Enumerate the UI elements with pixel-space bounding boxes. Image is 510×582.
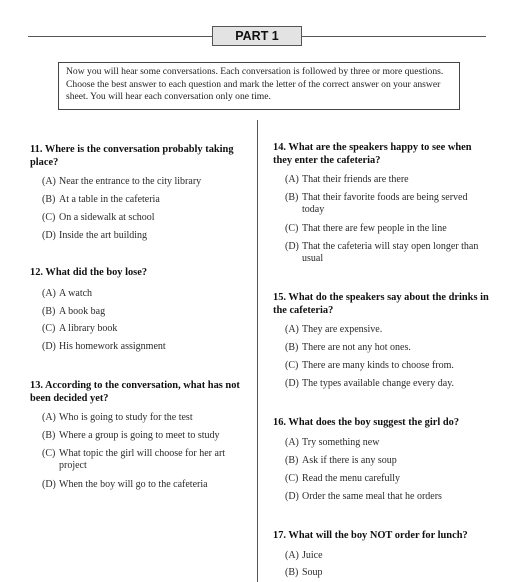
option-text: Inside the art building: [59, 230, 148, 241]
option-text: That their friends are there: [302, 174, 409, 185]
question-text: Where is the conversation probably taking place?: [30, 144, 234, 168]
option-letter: (D): [42, 230, 56, 241]
option-17b[interactable]: [285, 567, 489, 579]
option-text: There are many kinds to choose from.: [302, 360, 454, 371]
option-16a[interactable]: [285, 437, 489, 449]
option-letter: (D): [285, 491, 299, 502]
question-14: [273, 141, 489, 167]
option-text: That there are few people in the line: [302, 223, 447, 234]
option-13c[interactable]: [42, 448, 248, 473]
header-rule-left: [28, 36, 212, 37]
column-divider: [257, 120, 258, 582]
option-text: At a table in the cafeteria: [59, 194, 160, 205]
option-text: Try something new: [302, 437, 380, 448]
option-15d[interactable]: [285, 378, 489, 390]
option-text: That the cafeteria will stay open longer than usual: [302, 241, 479, 265]
instructions-box: Now you will hear some conversations. Each conversation is followed by three or more questions. Choose the best answer to each question and mark the letter of the correct answer on your answer sheet. You will hear each conversation only one time.: [58, 62, 460, 110]
option-14b[interactable]: [285, 192, 489, 217]
option-16d[interactable]: [285, 491, 489, 503]
option-text: A library book: [59, 323, 118, 334]
option-13a[interactable]: [42, 412, 248, 424]
question-text: According to the conversation, what has not been decided yet?: [30, 380, 240, 404]
question-number: 16.: [273, 417, 286, 428]
option-14d[interactable]: [285, 241, 489, 266]
option-letter: (D): [285, 378, 299, 389]
option-letter: (A): [285, 324, 299, 335]
option-letter: (A): [42, 412, 56, 423]
option-text: Read the menu carefully: [302, 473, 401, 484]
option-13b[interactable]: [42, 430, 248, 442]
option-text: A book bag: [59, 306, 106, 317]
question-12: [30, 266, 248, 279]
option-letter: (B): [42, 194, 56, 205]
option-12a[interactable]: [42, 288, 248, 300]
option-15c[interactable]: [285, 360, 489, 372]
option-text: Where a group is going to meet to study: [59, 430, 220, 441]
option-text: Soup: [302, 567, 323, 578]
option-14a[interactable]: [285, 174, 489, 186]
option-text: On a sidewalk at school: [59, 212, 155, 223]
option-text: Who is going to study for the test: [59, 412, 193, 423]
question-text: What are the speakers happy to see when they enter the cafeteria?: [273, 142, 472, 166]
question-text: What did the boy lose?: [45, 267, 148, 278]
option-letter: (C): [285, 360, 299, 371]
question-number: 11.: [30, 144, 43, 155]
option-text: His homework assignment: [59, 341, 166, 352]
option-15b[interactable]: [285, 342, 489, 354]
option-letter: (D): [42, 341, 56, 352]
option-12c[interactable]: [42, 323, 248, 335]
option-letter: (B): [285, 192, 299, 203]
option-text: What topic the girl will choose for her art project: [59, 448, 226, 472]
question-15: [273, 291, 489, 317]
option-11b[interactable]: [42, 194, 248, 206]
header-rule-right: [302, 36, 486, 37]
option-13d[interactable]: [42, 479, 248, 491]
option-text: There are not any hot ones.: [302, 342, 411, 353]
option-letter: (B): [42, 430, 56, 441]
option-text: A watch: [59, 288, 93, 299]
question-17: [273, 529, 489, 542]
question-text: What do the speakers say about the drinks in the cafeteria?: [273, 292, 489, 316]
option-letter: (C): [42, 323, 56, 334]
option-letter: (D): [285, 241, 299, 252]
option-letter: (A): [42, 288, 56, 299]
option-11c[interactable]: [42, 212, 248, 224]
question-text: What does the boy suggest the girl do?: [288, 417, 460, 428]
option-text: Juice: [302, 550, 323, 561]
option-text: Near the entrance to the city library: [59, 176, 202, 187]
option-letter: (C): [42, 212, 56, 223]
option-12d[interactable]: [42, 341, 248, 353]
option-11a[interactable]: [42, 176, 248, 188]
option-12b[interactable]: [42, 306, 248, 318]
question-number: 17.: [273, 530, 286, 541]
option-17a[interactable]: [285, 550, 489, 562]
option-text: When the boy will go to the cafeteria: [59, 479, 208, 490]
option-text: Ask if there is any soup: [302, 455, 397, 466]
question-number: 13.: [30, 380, 43, 391]
option-letter: (C): [285, 473, 299, 484]
question-text: What will the boy NOT order for lunch?: [288, 530, 468, 541]
question-number: 12.: [30, 267, 43, 278]
option-letter: (A): [42, 176, 56, 187]
question-number: 15.: [273, 292, 286, 303]
option-letter: (C): [285, 223, 299, 234]
option-text: They are expensive.: [302, 324, 383, 335]
option-text: The types available change every day.: [302, 378, 455, 389]
question-11: [30, 143, 248, 169]
option-letter: (C): [42, 448, 56, 459]
option-letter: (A): [285, 174, 299, 185]
option-text: Order the same meal that he orders: [302, 491, 442, 502]
option-letter: (B): [285, 567, 299, 578]
option-letter: (A): [285, 550, 299, 561]
option-letter: (B): [285, 342, 299, 353]
question-16: [273, 416, 489, 429]
option-11d[interactable]: [42, 230, 248, 242]
option-15a[interactable]: [285, 324, 489, 336]
option-letter: (D): [42, 479, 56, 490]
option-16c[interactable]: [285, 473, 489, 485]
option-letter: (B): [285, 455, 299, 466]
option-letter: (B): [42, 306, 56, 317]
option-letter: (A): [285, 437, 299, 448]
option-14c[interactable]: [285, 223, 489, 235]
option-16b[interactable]: [285, 455, 489, 467]
question-number: 14.: [273, 142, 286, 153]
question-13: [30, 379, 248, 405]
option-text: That their favorite foods are being served today: [302, 192, 468, 216]
part-title: PART 1: [212, 26, 302, 46]
